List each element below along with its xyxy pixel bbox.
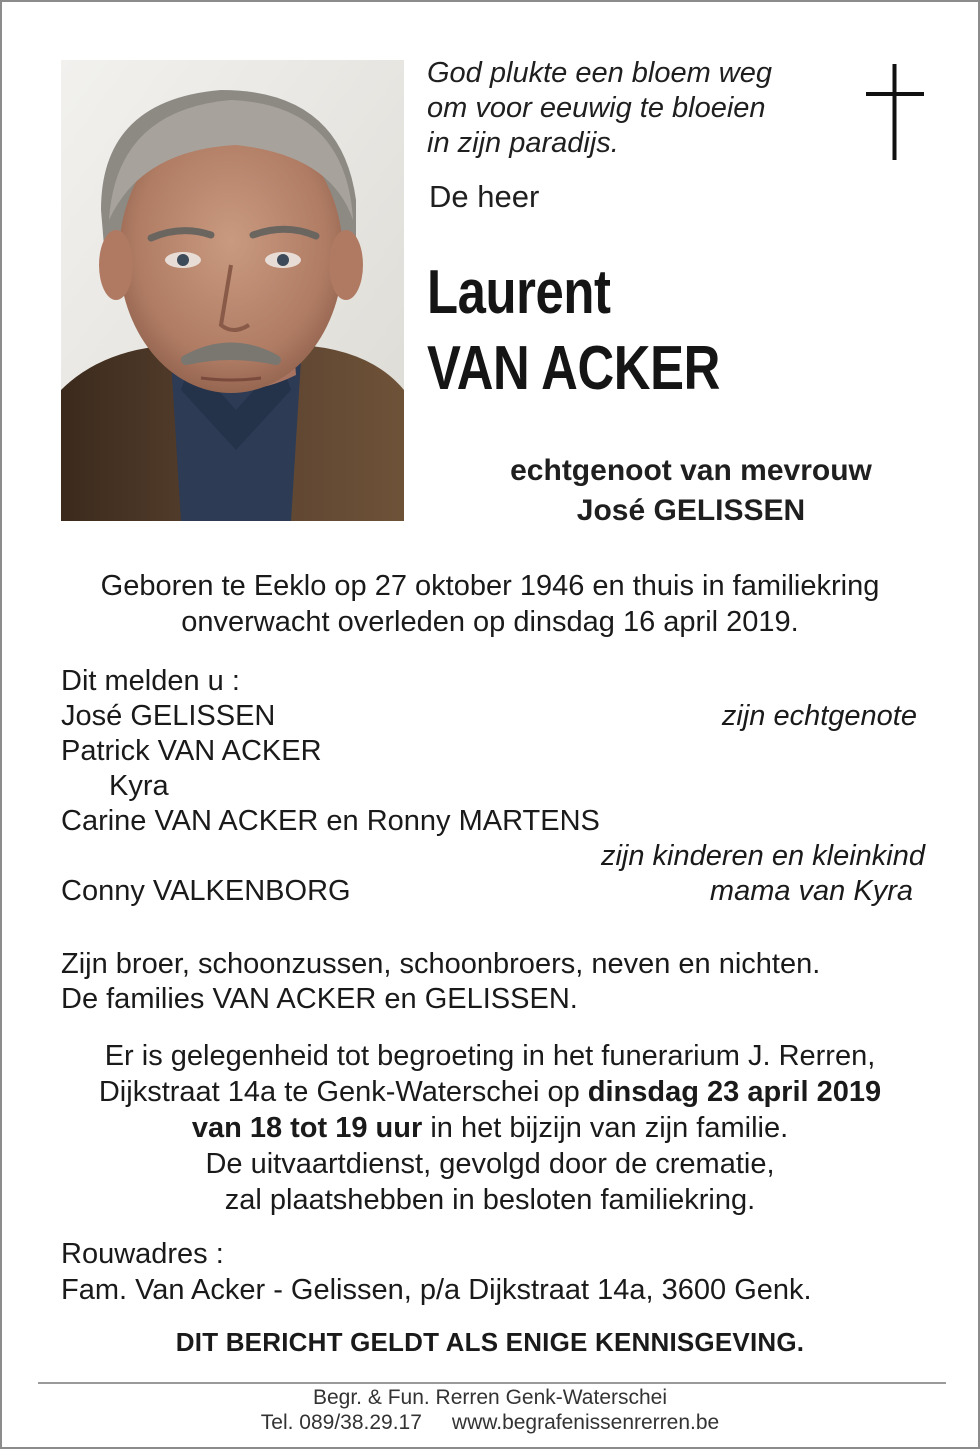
visit-line — [2, 1110, 978, 1146]
family-line: Zijn broer, schoonzussen, schoonbroers, neven en nichten. — [61, 948, 821, 980]
relative-name: Patrick VAN ACKER — [61, 735, 322, 767]
relative-name: Kyra — [109, 770, 169, 802]
visit-line: zal plaatshebben in besloten familiekring. — [224, 1184, 756, 1216]
list-item — [61, 769, 921, 804]
died-line: onverwacht overleden op dinsdag 16 april 2019. — [181, 606, 799, 638]
visit-note: in het bijzijn van zijn familie. — [422, 1112, 789, 1144]
phone-number: Tel. 089/38.29.17 — [260, 1411, 422, 1434]
funeral-home: Begr. & Fun. Rerren Genk-Waterschei — [312, 1386, 668, 1409]
address-label: Rouwadres : — [61, 1238, 224, 1270]
list-item — [61, 874, 921, 909]
visit-line: Er is gelegenheid tot begroeting in het funerarium J. Rerren, — [104, 1040, 876, 1072]
list-item — [61, 839, 925, 874]
salutation: De heer — [429, 179, 540, 214]
extended-family — [61, 947, 820, 1017]
website-link[interactable]: www.begrafenissenrerren.be — [451, 1411, 720, 1434]
relation: zijn kinderen en kleinkind — [600, 840, 925, 872]
mourning-address — [61, 1236, 812, 1308]
spouse-line: echtgenoot van mevrouw — [510, 454, 872, 487]
family-line: De families VAN ACKER en GELISSEN. — [61, 983, 578, 1015]
visit-time: van 18 tot 19 uur — [191, 1112, 423, 1144]
list-item — [61, 734, 921, 769]
spouse-name: José GELISSEN — [576, 494, 806, 527]
visit-line: De uitvaartdienst, gevolgd door de crematie, — [205, 1148, 775, 1180]
last-name: VAN ACKER — [427, 334, 720, 403]
list-item — [61, 699, 921, 734]
relative-name: Conny VALKENBORG — [61, 875, 351, 907]
deceased-name — [427, 255, 720, 407]
relation: zijn echtgenote — [721, 700, 917, 732]
footer — [2, 1385, 978, 1435]
divider — [38, 1382, 946, 1384]
visit-date: dinsdag 23 april 2019 — [587, 1076, 882, 1108]
visit-line — [2, 1074, 978, 1110]
poem — [427, 56, 772, 161]
poem-line: om voor eeuwig te bloeien — [427, 92, 766, 124]
relative-name: José GELISSEN — [61, 700, 276, 732]
relation: mama van Kyra — [709, 875, 913, 907]
list-item — [61, 804, 921, 839]
portrait-photo — [61, 60, 404, 521]
announcers-header: Dit melden u : — [61, 665, 240, 697]
latin-cross-icon — [866, 64, 924, 160]
spouse-block — [426, 451, 956, 531]
birth-death-info — [2, 568, 978, 640]
contact-line — [2, 1410, 978, 1435]
visit-location: Dijkstraat 14a te Genk-Waterschei op — [98, 1076, 588, 1108]
born-line: Geboren te Eeklo op 27 oktober 1946 en thuis in familiekring — [100, 570, 880, 602]
poem-line: in zijn paradijs. — [427, 127, 619, 159]
first-name: Laurent — [427, 258, 611, 327]
announcers-list — [61, 664, 925, 909]
address-line: Fam. Van Acker - Gelissen, p/a Dijkstraat 14a, 3600 Genk. — [61, 1274, 812, 1306]
visitation-info — [2, 1038, 978, 1218]
relative-name: Carine VAN ACKER en Ronny MARTENS — [61, 805, 600, 837]
notice-banner: DIT BERICHT GELDT ALS ENIGE KENNISGEVING. — [175, 1327, 805, 1357]
poem-line: God plukte een bloem weg — [427, 57, 772, 89]
